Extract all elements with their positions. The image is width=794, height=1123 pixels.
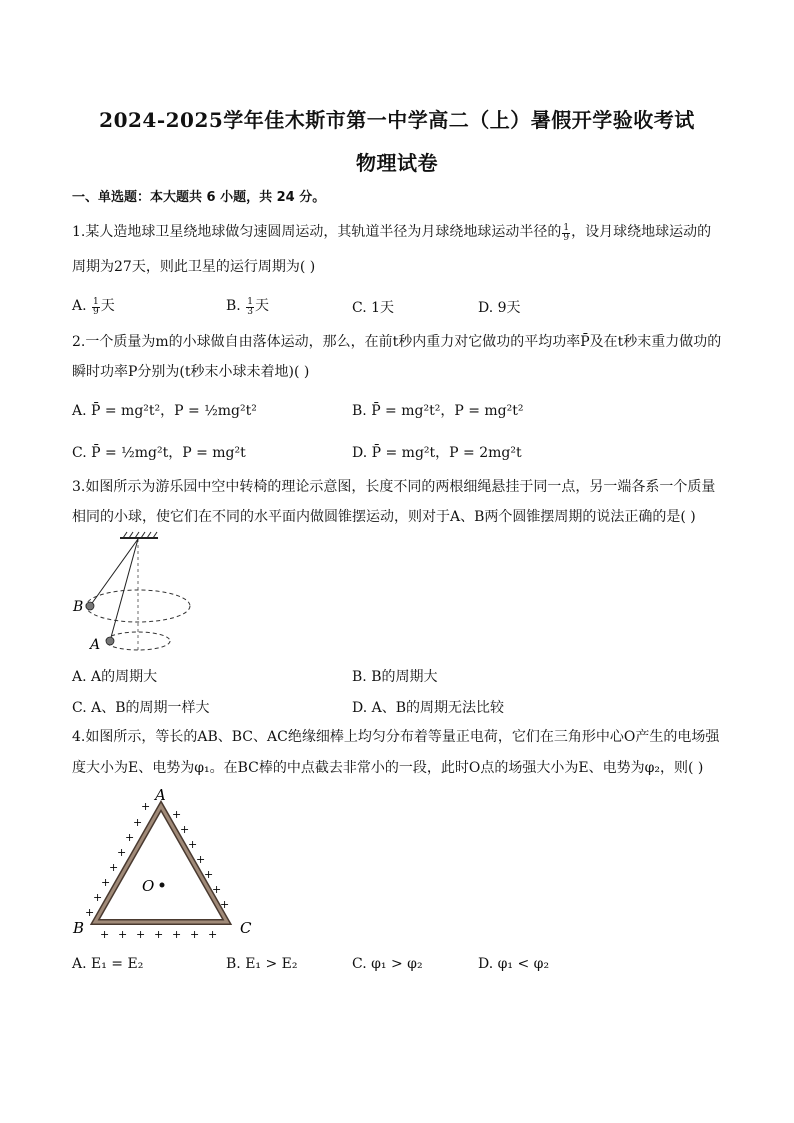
svg-text:+: + — [196, 853, 206, 866]
svg-text:+: + — [101, 876, 111, 889]
label-a: A — [90, 637, 101, 653]
svg-text:+: + — [141, 800, 151, 813]
svg-text:+: + — [204, 868, 214, 881]
string-a — [110, 539, 138, 641]
q4-line2: 度大小为E、电势为φ₁。在BC棒的中点截去非常小的一段，此时O点的场强大小为E、电势为φ₂，则( ) — [72, 760, 704, 776]
q3-option-c: C. A、B的周期一样大 — [72, 700, 210, 716]
q3-option-b: B. B的周期大 — [352, 669, 438, 685]
label-b: B — [73, 919, 85, 937]
svg-text:+: + — [190, 928, 200, 940]
q1-option-b: B. $\frac{1}{3}$ 天 — [226, 297, 269, 317]
q2-option-d: D. P̄ = mg²t，P = 2mg²t — [352, 445, 522, 461]
svg-text:+: + — [220, 898, 230, 911]
conical-pendulum-figure — [70, 528, 200, 658]
plus-signs-ac — [172, 808, 229, 911]
svg-text:+: + — [117, 846, 127, 859]
charged-triangle-figure — [68, 788, 268, 940]
svg-text:+: + — [100, 928, 110, 940]
svg-text:+: + — [172, 928, 182, 940]
q1-option-d: D. 9天 — [478, 300, 521, 316]
q4-option-b: B. E₁ > E₂ — [226, 956, 298, 972]
ball-a — [106, 637, 114, 645]
svg-text:+: + — [109, 861, 119, 874]
q1-line2: 周期为27天，则此卫星的运行周期为( ) — [72, 259, 316, 275]
q2-option-c: C. P̄ = ½mg²t，P = mg²t — [72, 445, 246, 461]
section-heading: 一、单选题：本大题共 6 小题，共 24 分。 — [72, 190, 326, 205]
exam-title: 2024-2025学年佳木斯市第一中学高二（上）暑假开学验收考试 — [99, 108, 695, 132]
label-o: O — [142, 877, 155, 895]
q2-line1: 2.一个质量为m的小球做自由落体运动，那么，在前t秒内重力对它做功的平均功率P̄及在t秒末重力做功的 — [72, 334, 722, 350]
string-b — [90, 539, 138, 606]
svg-text:+: + — [188, 838, 198, 851]
svg-text:+: + — [85, 906, 95, 919]
label-c: C — [240, 919, 252, 937]
svg-text:+: + — [125, 831, 135, 844]
exam-subtitle: 物理试卷 — [356, 151, 438, 175]
q4-option-a: A. E₁ = E₂ — [72, 956, 144, 972]
label-b: B — [73, 599, 84, 615]
svg-text:+: + — [208, 928, 218, 940]
q1-fraction: $\frac{1}{9}$ — [563, 223, 570, 243]
q4-option-d: D. φ₁ < φ₂ — [478, 956, 550, 972]
q3-line2: 相同的小球，使它们在不同的水平面内做圆锥摆运动，则对于A、B两个圆锥摆周期的说法正确的是( ) — [72, 509, 696, 525]
plus-signs-bc — [100, 928, 217, 940]
q2-line2: 瞬时功率P分别为(t秒末小球未着地)( ) — [72, 364, 310, 380]
q3-option-d: D. A、B的周期无法比较 — [352, 700, 505, 716]
svg-text:+: + — [212, 883, 222, 896]
q2-option-b: B. P̄ = mg²t²，P = mg²t² — [352, 403, 524, 419]
label-a: A — [155, 788, 166, 804]
center-point-o — [160, 883, 165, 888]
q3-line1: 3.如图所示为游乐园中空中转椅的理论示意图，长度不同的两根细绳悬挂于同一点，另一端各系一个质量 — [72, 479, 716, 495]
svg-text:+: + — [118, 928, 128, 940]
q3-option-a: A. A的周期大 — [72, 669, 158, 685]
svg-text:+: + — [133, 816, 143, 829]
svg-text:+: + — [180, 823, 190, 836]
q1-line1 — [72, 222, 711, 243]
svg-text:+: + — [93, 891, 103, 904]
q1-text-b: ，设月球绕地球运动的 — [571, 224, 712, 240]
svg-text:+: + — [154, 928, 164, 940]
svg-text:+: + — [136, 928, 146, 940]
q4-line1: 4.如图所示，等长的AB、BC、AC绝缘细棒上均匀分布着等量正电荷，它们在三角形中心O产生的电场强 — [72, 729, 720, 745]
plus-signs-ab — [85, 800, 150, 919]
ball-b — [86, 602, 94, 610]
q1-option-a: A. $\frac{1}{9}$ 天 — [72, 297, 115, 317]
q1-option-c: C. 1天 — [352, 300, 395, 316]
q1-text-a: 1.某人造地球卫星绕地球做匀速圆周运动，其轨道半径为月球绕地球运动半径的 — [72, 224, 562, 240]
svg-text:+: + — [172, 808, 182, 821]
q4-option-c: C. φ₁ > φ₂ — [352, 956, 423, 972]
q2-option-a: A. P̄ = mg²t²，P = ½mg²t² — [72, 403, 257, 419]
